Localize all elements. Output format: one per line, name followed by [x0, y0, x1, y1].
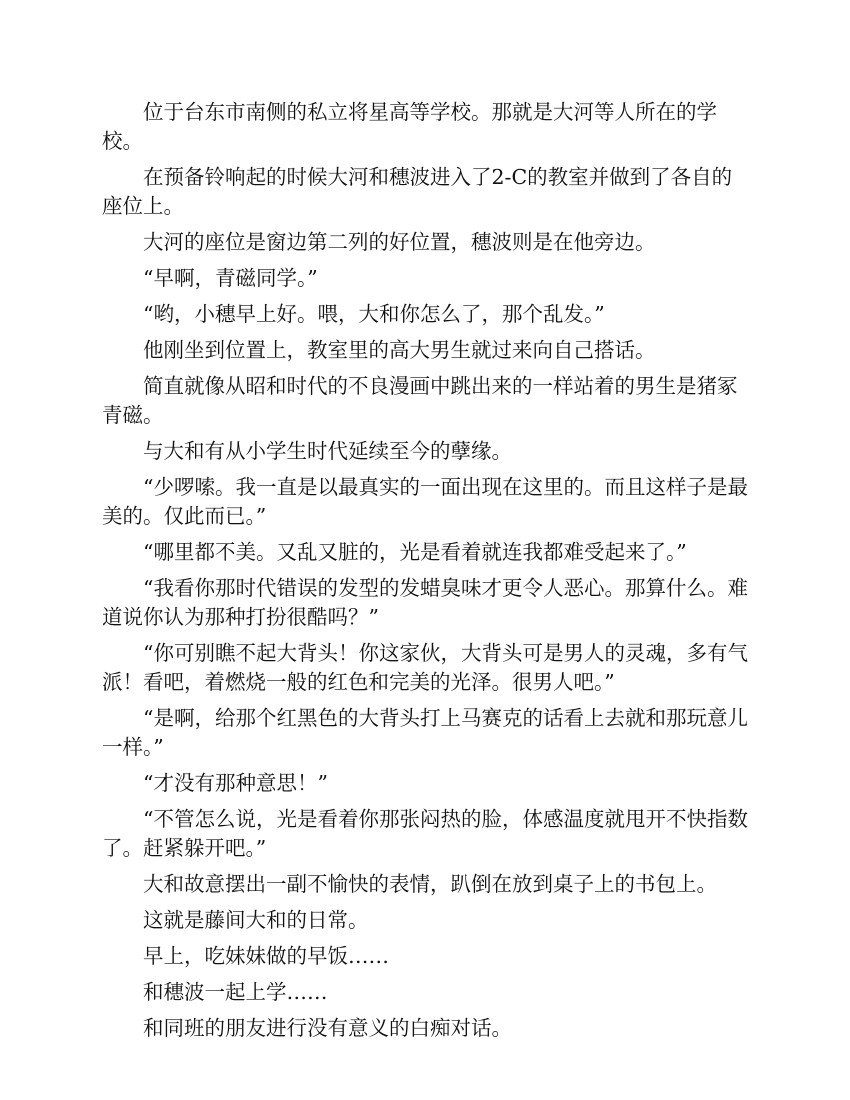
paragraph: “哟，小穗早上好。喂，大和你怎么了，那个乱发。”	[143, 302, 605, 326]
paragraph: “早啊，青磁同学。”	[143, 266, 318, 290]
paragraph: 他刚坐到位置上，教室里的高大男生就过来向自己搭话。	[143, 338, 656, 362]
paragraph: 简直就像从昭和时代的不良漫画中跳出来的一样站着的男生是猪冢青磁。	[102, 374, 738, 427]
paragraph: “不管怎么说，光是看着你那张闷热的脸，体感温度就甩开不快指数了。赶紧躲开吧。”	[102, 807, 748, 860]
paragraph: 与大和有从小学生时代延续至今的孽缘。	[143, 439, 512, 463]
paragraph: 早上，吃妹妹做的早饭……	[143, 944, 389, 968]
paragraph: “我看你那时代错误的发型的发蜡臭味才更令人恶心。那算什么。难道说你认为那种打扮很酷吗？”	[102, 576, 748, 629]
paragraph: 和穗波一起上学……	[143, 980, 328, 1004]
paragraph: 和同班的朋友进行没有意义的白痴对话。	[143, 1016, 512, 1040]
paragraph: 这就是藤间大和的日常。	[143, 908, 369, 932]
paragraph: “哪里都不美。又乱又脏的，光是看着就连我都难受起来了。”	[143, 540, 687, 564]
paragraph: “少啰嗦。我一直是以最真实的一面出现在这里的。而且这样子是最美的。仅此而已。”	[102, 475, 748, 528]
paragraph: 在预备铃响起的时候大河和穗波进入了2-C的教室并做到了各自的座位上。	[102, 165, 733, 218]
paragraph: 大和故意摆出一副不愉快的表情，趴倒在放到桌子上的书包上。	[143, 872, 717, 896]
paragraph: “是啊，给那个红黑色的大背头打上马赛克的话看上去就和那玩意儿一样。”	[102, 706, 748, 759]
document-page	[102, 98, 750, 1050]
paragraph: “你可别瞧不起大背头！你这家伙，大背头可是男人的灵魂，多有气派！看吧，着燃烧一般的红色和完美的光泽。很男人吧。”	[102, 641, 748, 694]
paragraph: 位于台东市南侧的私立将星高等学校。那就是大河等人所在的学校。	[102, 100, 717, 153]
paragraph: “才没有那种意思！”	[143, 771, 328, 795]
paragraph: 大河的座位是窗边第二列的好位置，穗波则是在他旁边。	[143, 230, 656, 254]
